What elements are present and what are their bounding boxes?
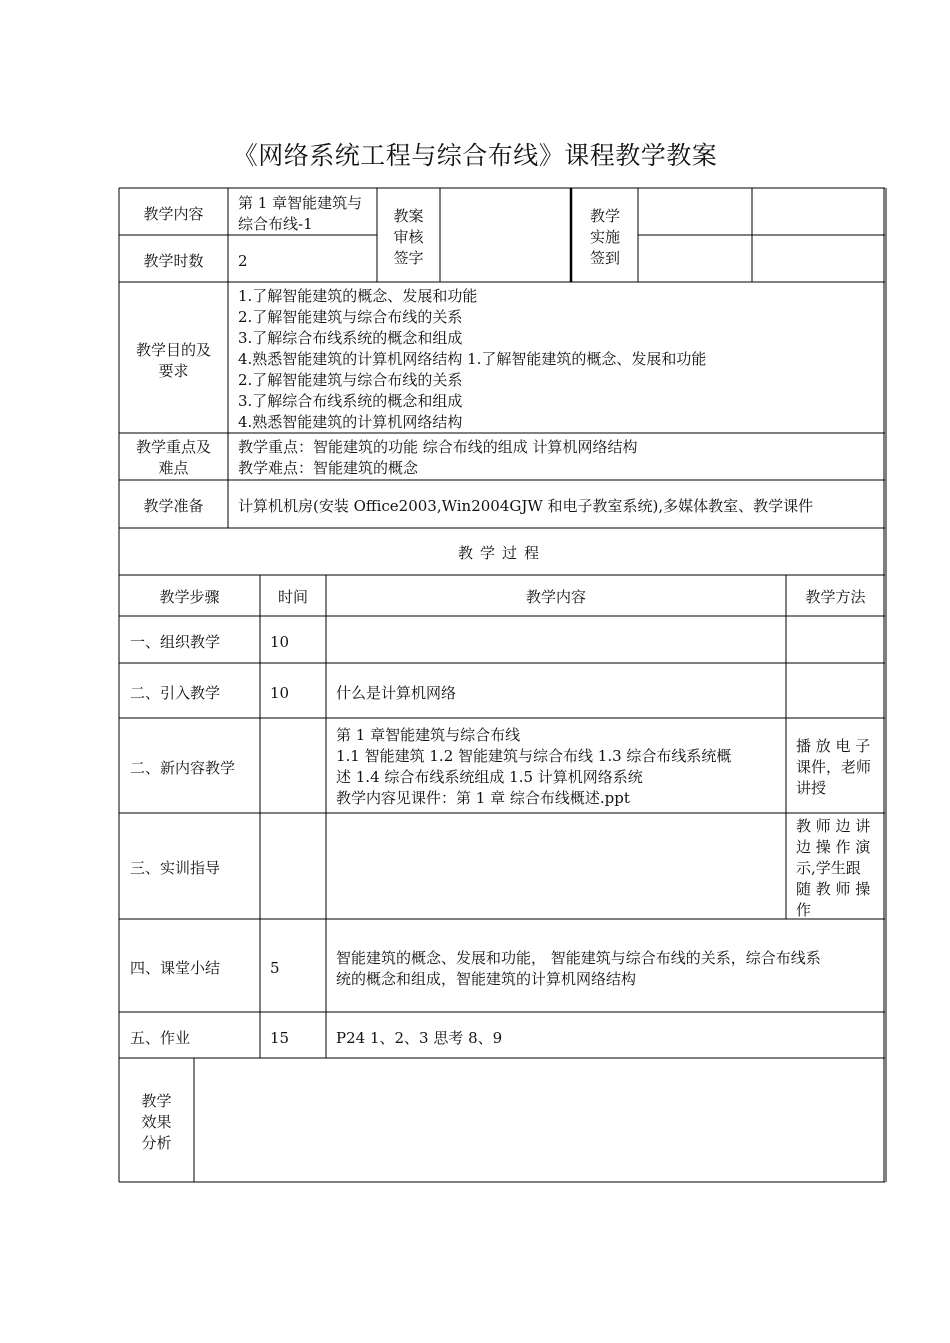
row-content-line: 教学内容见课件：第 1 章 综合布线概述.ppt [336,789,630,807]
effect-label-line: 教学 [141,1092,172,1110]
column-header-step: 教学步骤 [159,588,220,606]
row-content-line: 智能建筑的概念、发展和功能， 智能建筑与综合布线的关系，综合布线系 [336,949,821,967]
row-time: 15 [270,1029,290,1047]
column-header-content: 教学内容 [525,588,586,606]
row-method-line: 示,学生跟 [796,859,861,877]
implement-label-line: 实施 [589,228,620,246]
key-point-line: 教学重点：智能建筑的功能 综合布线的组成 计算机网络结构 [238,438,638,456]
key-point-line: 教学难点：智能建筑的概念 [238,459,419,477]
row-method [796,736,871,799]
key-points-label-line: 难点 [158,459,189,477]
preparation-label: 教学准备 [143,497,204,515]
objectives-label-line: 教学目的及 [135,341,211,359]
row-method-line: 边 操 作 演 [796,838,871,856]
row-method [796,816,870,921]
row-method-line: 播 放 电 子 [796,737,871,755]
review-label-line: 签字 [393,249,424,267]
implement-label [572,206,638,269]
row-step: 二、引入教学 [130,684,221,702]
hours-value: 2 [238,252,248,270]
implement-label-line: 教学 [589,207,620,225]
objectives-label [119,340,228,382]
row-step: 三、实训指导 [130,859,221,877]
objective-item: 4.熟悉智能建筑的计算机网络结构 [238,413,463,431]
row-method-line: 课件，老师 [796,758,872,776]
key-points-label [119,437,228,479]
objective-item: 4.熟悉智能建筑的计算机网络结构 1.了解智能建筑的概念、发展和功能 [238,350,707,368]
key-points-label-line: 教学重点及 [135,438,211,456]
row-content-line: 第 1 章智能建筑与综合布线 [336,726,521,744]
content-value-line: 第 1 章智能建筑与 [238,194,363,212]
objectives-list [238,286,706,433]
effect-label [119,1091,194,1154]
row-method-line: 讲授 [796,779,827,797]
objective-item: 3.了解综合布线系统的概念和组成 [238,392,463,410]
effect-label-line: 效果 [141,1113,172,1131]
column-header-time: 时间 [277,588,308,606]
preparation-value: 计算机机房(安装 Office2003,Win2004GJW 和电子教室系统),多媒体教室、教学课件 [238,497,814,515]
row-step: 五、作业 [130,1029,191,1047]
objectives-label-line: 要求 [158,362,189,380]
row-content [336,725,731,809]
review-label-line: 教案 [393,207,424,225]
objective-item: 3.了解综合布线系统的概念和组成 [238,329,463,347]
key-points-text [238,437,638,479]
row-step: 二、新内容教学 [130,759,236,777]
row-method-line: 教 师 边 讲 [796,817,871,835]
row-content-line: 1.1 智能建筑 1.2 智能建筑与综合布线 1.3 综合布线系统概 [336,747,732,765]
row-time: 10 [270,684,290,702]
row-content-line: 什么是计算机网络 [336,684,457,702]
content-value-line: 综合布线-1 [238,215,313,233]
row-time: 10 [270,633,290,651]
row-content [336,948,821,990]
row-content-line: 统的概念和组成，智能建筑的计算机网络结构 [336,970,637,988]
document-title: 《网络系统工程与综合布线》课程教学教案 [232,141,718,170]
effect-label-line: 分析 [141,1134,172,1152]
row-time: 5 [270,959,280,977]
implement-label-line: 签到 [589,249,620,267]
column-header-method: 教学方法 [805,588,866,606]
review-label-line: 审核 [393,228,424,246]
process-heading: 教学过程 [457,544,546,562]
row-content-line: 述 1.4 综合布线系统组成 1.5 计算机网络系统 [336,768,643,786]
hours-label: 教学时数 [143,252,204,270]
content-label: 教学内容 [143,205,204,223]
content-value [238,193,362,235]
objective-item: 2.了解智能建筑与综合布线的关系 [238,308,463,326]
objective-item: 2.了解智能建筑与综合布线的关系 [238,371,463,389]
row-step: 一、组织教学 [130,633,221,651]
row-step: 四、课堂小结 [130,959,221,977]
row-content-line: P24 1、2、3 思考 8、9 [336,1029,503,1047]
objective-item: 1.了解智能建筑的概念、发展和功能 [238,287,478,305]
review-label [377,206,440,269]
row-method-line: 作 [796,901,812,919]
row-method-line: 随 教 师 操 [796,880,871,898]
